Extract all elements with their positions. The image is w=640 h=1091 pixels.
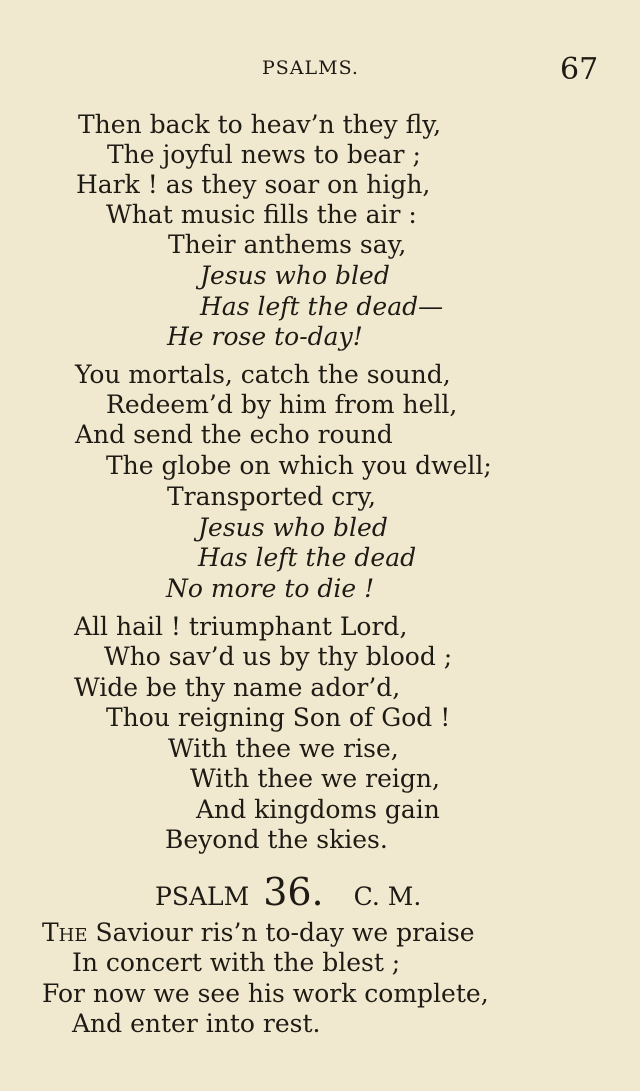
- psalm-line: And enter into rest.: [72, 1009, 321, 1038]
- verse-line: Wide be thy name ador’d,: [74, 673, 401, 702]
- verse-line: Hark ! as they soar on high,: [76, 170, 431, 199]
- verse-line: What music fills the air :: [106, 200, 417, 229]
- verse-line: Jesus who bled: [200, 261, 390, 290]
- verse-line: Beyond the skies.: [165, 825, 388, 854]
- psalm-heading: [155, 870, 421, 914]
- verse-line: Transported cry,: [167, 482, 376, 511]
- psalm-line: For now we see his work complete,: [42, 979, 489, 1008]
- verse-line: Has left the dead—: [200, 292, 444, 321]
- psalm-label: PSALM: [155, 882, 250, 911]
- running-header: PSALMS.: [262, 57, 359, 79]
- psalm-meter: C. M.: [353, 882, 422, 911]
- psalm-line: In concert with the blest ;: [72, 948, 401, 977]
- verse-line: The globe on which you dwell;: [106, 451, 492, 480]
- verse-line: All hail ! triumphant Lord,: [74, 612, 408, 641]
- psalm-first-line: [42, 918, 475, 948]
- verse-line: And kingdoms gain: [196, 795, 440, 824]
- verse-line: You mortals, catch the sound,: [75, 360, 451, 389]
- verse-line: With thee we rise,: [168, 734, 399, 763]
- verse-line: And send the echo round: [75, 420, 393, 449]
- verse-line: Jesus who bled: [198, 513, 388, 542]
- verse-line: Redeem’d by him from hell,: [106, 390, 458, 419]
- psalm-number: 36.: [263, 870, 324, 914]
- verse-line: With thee we reign,: [190, 764, 440, 793]
- verse-line: Thou reigning Son of God !: [106, 703, 451, 732]
- verse-line: Who sav’d us by thy blood ;: [104, 642, 453, 671]
- verse-line: Their anthems say,: [168, 230, 407, 259]
- drop-word: The: [42, 918, 88, 947]
- page-number: 67: [560, 52, 599, 87]
- verse-line: No more to die !: [166, 574, 375, 603]
- verse-line: Has left the dead: [198, 543, 417, 572]
- first-line-rest: Saviour ris’n to-day we praise: [87, 918, 475, 947]
- verse-line: He rose to-day!: [167, 322, 363, 351]
- verse-line: The joyful news to bear ;: [107, 140, 421, 169]
- verse-line: Then back to heav’n they fly,: [78, 110, 442, 139]
